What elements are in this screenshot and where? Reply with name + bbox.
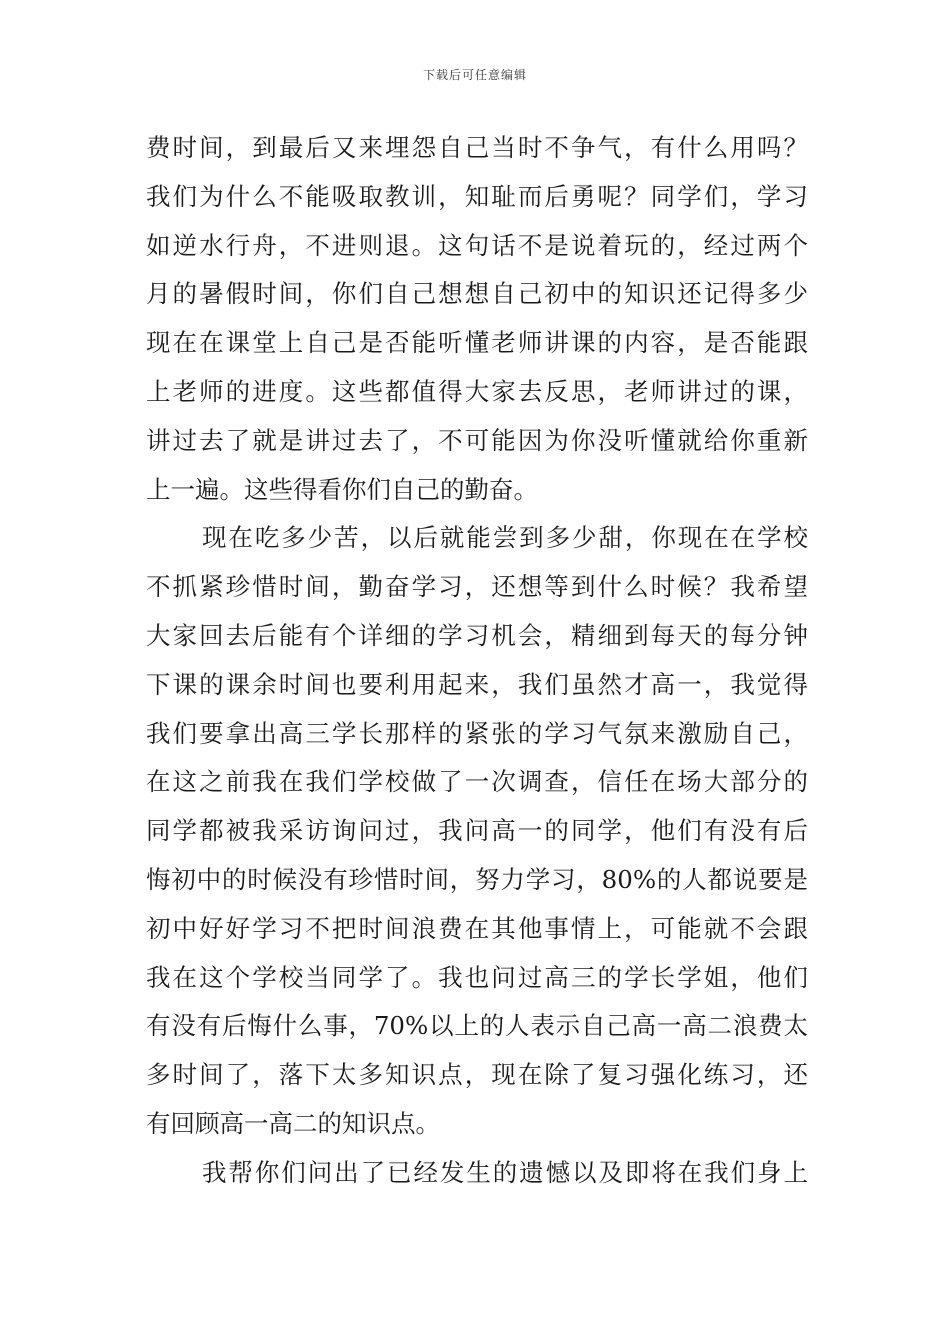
text-line: 下课的课余时间也要利用起来，我们虽然才高一，我觉得 bbox=[146, 669, 808, 699]
text-line: 我帮你们问出了已经发生的遗憾以及即将在我们身上 bbox=[202, 1157, 808, 1187]
text-line: 现在在课堂上自己是否能听懂老师讲课的内容，是否能跟 bbox=[146, 328, 808, 358]
text-line: 我们为什么不能吸取教训，知耻而后勇呢？同学们，学习 bbox=[146, 181, 808, 211]
text-line: 初中好好学习不把时间浪费在其他事情上，可能就不会跟 bbox=[146, 913, 808, 943]
text-line: 多时间了，落下太多知识点，现在除了复习强化练习，还 bbox=[146, 1060, 808, 1090]
text-line: 如逆水行舟，不进则退。这句话不是说着玩的，经过两个 bbox=[146, 230, 808, 260]
text-line: 上一遍。这些得看你们自己的勤奋。 bbox=[146, 474, 538, 504]
text-line: 有回顾高一高二的知识点。 bbox=[146, 1108, 440, 1138]
text-line: 上老师的进度。这些都值得大家去反思，老师讲过的课， bbox=[146, 376, 808, 406]
text-line: 我们要拿出高三学长那样的紧张的学习气氛来激励自己， bbox=[146, 718, 808, 748]
text-line: 同学都被我采访询问过，我问高一的同学，他们有没有后 bbox=[146, 816, 808, 846]
text-line: 月的暑假时间，你们自己想想自己初中的知识还记得多少 bbox=[146, 279, 808, 309]
text-line: 悔初中的时候没有珍惜时间，努力学习，80%的人都说要是 bbox=[146, 864, 808, 894]
body-text bbox=[146, 124, 808, 1198]
text-line: 我在这个学校当同学了。我也问过高三的学长学姐，他们 bbox=[146, 962, 808, 992]
text-line: 大家回去后能有个详细的学习机会，精细到每天的每分钟 bbox=[146, 620, 808, 650]
text-line: 费时间，到最后又来埋怨自己当时不争气，有什么用吗？ bbox=[146, 133, 808, 162]
page-header: 下载后可任意编辑 bbox=[422, 68, 527, 82]
text-line: 现在吃多少苦，以后就能尝到多少甜，你现在在学校 bbox=[202, 523, 808, 553]
text-line: 在这之前我在我们学校做了一次调查，信任在场大部分的 bbox=[146, 767, 808, 797]
text-line: 不抓紧珍惜时间，勤奋学习，还想等到什么时候？我希望 bbox=[146, 572, 808, 602]
text-line: 讲过去了就是讲过去了，不可能因为你没听懂就给你重新 bbox=[146, 425, 808, 455]
text-line: 有没有后悔什么事，70%以上的人表示自己高一高二浪费太 bbox=[146, 1011, 808, 1041]
